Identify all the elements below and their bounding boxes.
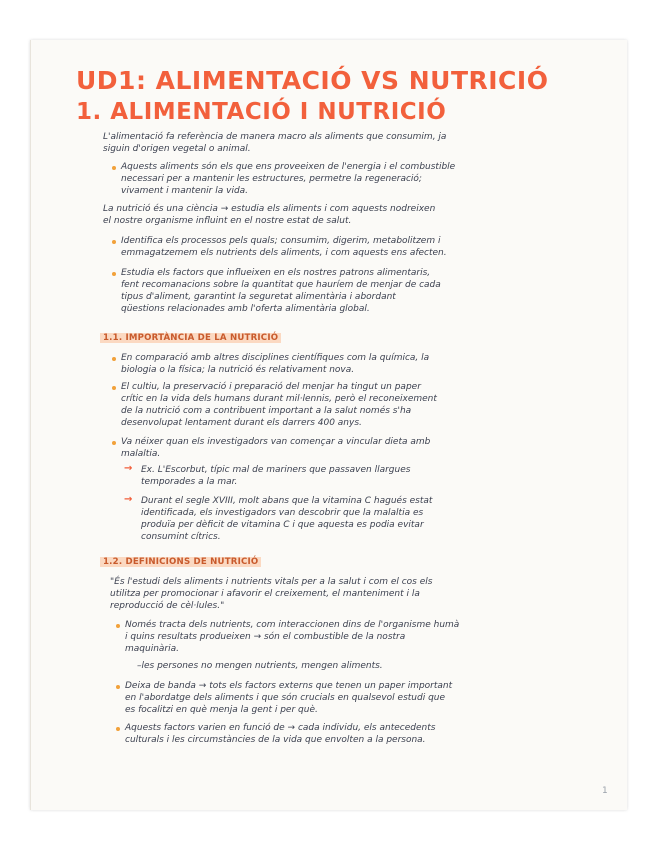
quote-line: "És l'estudi dels aliments i nutrients vitals per a la salut i com el cos els [110,577,433,587]
intro-line: siguin d'origen vegetal o animal. [103,144,251,154]
arrow-line: Durant el segle XVIII, molt abans que la vitamina C hagués estat [141,496,433,506]
bullet-line: Aquests factors varien en funció de → cada individu, els antecedents [125,723,436,733]
bullet-line: Deixa de banda → tots els factors externs que tenen un paper important [125,681,453,691]
bullet-line: tipus d'aliment, garantint la seguretat alimentària i abordant [121,292,396,302]
arrow-icon: → [124,463,133,474]
nutrition-line: el nostre organisme influint en el nostre estat de salut. [103,216,352,226]
bullet-line: Només tracta dels nutrients, com interaccionen dins de l'organisme humà [125,620,460,630]
bullet-line: necessari per a mantenir les estructures, permetre la regeneració; [121,174,422,184]
nutrition-line: La nutrició és una ciència → estudia els aliments i com aquests nodreixen [103,204,436,214]
bullet-line: biologia o la física; la nutrició és relativament nova. [121,365,355,375]
quote-line: utilitza per promocionar i afavorir el creixement, el manteniment i la [110,589,420,599]
bullet-icon [112,386,116,390]
bullet-line: de la nutrició com a contribuent important a la salut només s'ha [121,406,412,416]
bullet-line: vivament i mantenir la vida. [121,186,249,196]
arrow-line: temporades a la mar. [141,477,238,487]
section-1-title: 1. ALIMENTACIÓ I NUTRICIÓ [76,99,447,125]
bullet-icon [116,685,120,689]
bullet-line: maquinària. [125,644,179,654]
page-number: 1 [602,786,608,796]
section-1-1-heading: 1.1. IMPORTÀNCIA DE LA NUTRICIÓ [100,333,281,343]
bullet-icon [112,357,116,361]
arrow-line: identificada, els investigadors van descobrir que la malaltia es [141,508,424,518]
arrow-icon: → [124,494,133,505]
page-title: UD1: ALIMENTACIÓ VS NUTRICIÓ [76,66,549,95]
bullet-line: Aquests aliments són els que ens proveeixen de l'energia i el combustible [121,162,456,172]
bullet-icon [116,727,120,731]
bullet-line: es focalitzi en què menja la gent i per què. [125,705,318,715]
bullet-line: i quins resultats produeixen → són el combustible de la nostra [125,632,406,642]
bullet-icon [116,624,120,628]
intro-line: L'alimentació fa referència de manera macro als aliments que consumim, ja [103,132,447,142]
bullet-line: En comparació amb altres disciplines científiques com la química, la [121,353,430,363]
bullet-icon [112,441,116,445]
bullet-icon [112,166,116,170]
section-1-2-heading: 1.2. DEFINICIONS DE NUTRICIÓ [100,557,261,567]
arrow-line: Ex. L'Escorbut, típic mal de mariners que passaven llargues [141,465,411,475]
bullet-line: en l'abordatge dels aliments i que són crucials en qualsevol estudi que [125,693,446,703]
bullet-line: Identifica els processos pels quals; consumim, digerim, metabolitzem i [121,236,441,246]
bullet-line: El cultiu, la preservació i preparació del menjar ha tingut un paper [121,382,421,392]
bullet-icon [112,272,116,276]
bullet-line: culturals i les circumstàncies de la vida que envolten a la persona. [125,735,426,745]
bullet-line: crític en la vida dels humans durant mil·lennis, però el reconeixement [121,394,437,404]
sub-line: –les persones no mengen nutrients, mengen aliments. [137,661,383,671]
bullet-line: malaltia. [121,449,161,459]
arrow-line: produïa per dèficit de vitamina C i que aquesta es podia evitar [141,520,424,530]
bullet-icon [112,240,116,244]
arrow-line: consumint cítrics. [141,532,221,542]
quote-line: reproducció de cèl·lules." [110,601,225,611]
bullet-line: Va néixer quan els investigadors van començar a vincular dieta amb [121,437,431,447]
bullet-line: fent recomanacions sobre la quantitat que hauríem de menjar de cada [121,280,441,290]
bullet-line: qüestions relacionades amb l'oferta alimentària global. [121,304,370,314]
bullet-line: emmagatzemem els nutrients dels aliments, i com aquests ens afecten. [121,248,447,258]
bullet-line: Estudia els factors que influeixen en els nostres patrons alimentaris, [121,268,431,278]
bullet-line: desenvolupat lentament durant els darrers 400 anys. [121,418,362,428]
